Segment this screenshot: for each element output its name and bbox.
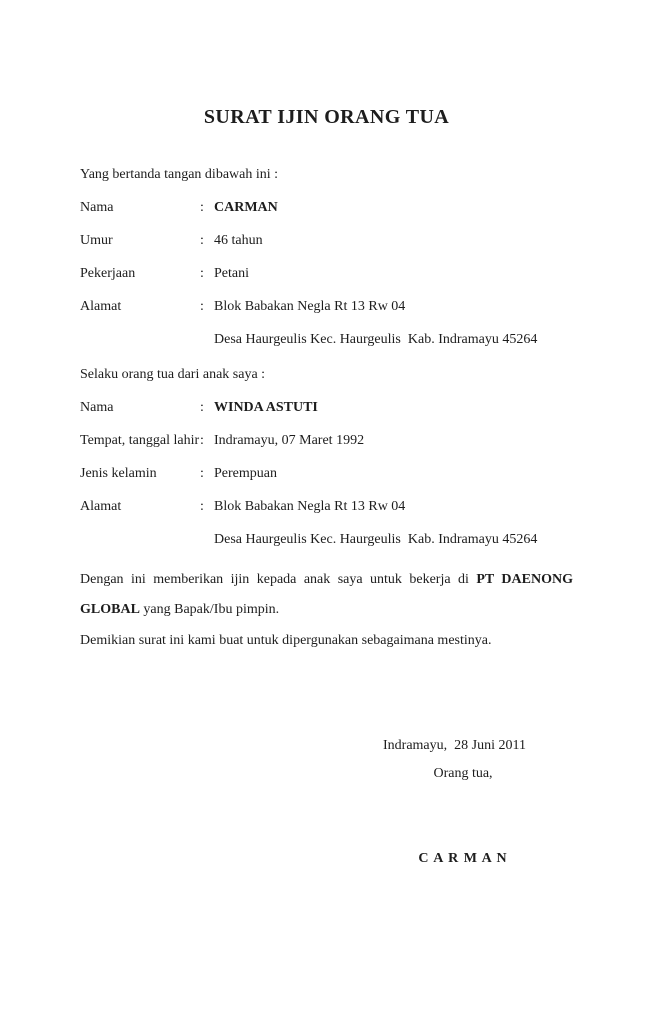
field-row-parent-alamat — [80, 297, 573, 317]
field-value: 46 tahun — [214, 233, 263, 248]
permission-paragraph — [80, 565, 573, 625]
field-separator: : — [200, 299, 204, 314]
signature-place-date: Indramayu, 28 Juni 2011 — [383, 738, 526, 753]
field-separator: : — [200, 466, 204, 481]
field-row-parent-pekerjaan — [80, 264, 573, 284]
parent-address-line2: Desa Haurgeulis Kec. Haurgeulis Kab. Indramayu 45264 — [214, 332, 538, 347]
field-row-parent-nama — [80, 198, 573, 218]
field-label: Jenis kelamin — [80, 466, 157, 481]
field-value: CARMAN — [214, 200, 278, 215]
signature-block — [383, 736, 543, 869]
field-label: Pekerjaan — [80, 266, 136, 281]
field-value: Petani — [214, 266, 249, 281]
field-label: Tempat, tanggal lahir — [80, 433, 200, 448]
letter-title: SURAT IJIN ORANG TUA — [203, 106, 450, 128]
field-value: Blok Babakan Negla Rt 13 Rw 04 — [214, 299, 406, 314]
field-separator: : — [200, 400, 204, 415]
field-value: Indramayu, 07 Maret 1992 — [214, 433, 365, 448]
field-row-child-alamat — [80, 497, 573, 517]
field-label: Nama — [80, 400, 114, 415]
field-value: Perempuan — [214, 466, 277, 481]
child-intro: Selaku orang tua dari anak saya : — [80, 367, 266, 382]
field-separator: : — [200, 433, 204, 448]
permission-text-suffix: yang Bapak/Ibu pimpin. — [139, 602, 280, 617]
child-address-line2: Desa Haurgeulis Kec. Haurgeulis Kab. Indramayu 45264 — [214, 532, 538, 547]
signature-role: Orang tua, — [433, 766, 493, 781]
field-label: Alamat — [80, 499, 122, 514]
field-value: WINDA ASTUTI — [214, 400, 318, 415]
field-row-parent-umur — [80, 231, 573, 251]
field-label: Umur — [80, 233, 113, 248]
permission-text-prefix: Dengan ini memberikan ijin kepada anak saya untuk bekerja di — [80, 572, 477, 587]
signature-name: C A R M A N — [418, 851, 508, 866]
field-row-child-jenis-kelamin — [80, 464, 573, 484]
field-row-child-nama — [80, 398, 573, 418]
field-label: Nama — [80, 200, 114, 215]
field-separator: : — [200, 233, 204, 248]
company-name: PT DAENONG GLOBAL — [80, 572, 573, 617]
field-separator: : — [200, 499, 204, 514]
field-separator: : — [200, 200, 204, 215]
field-label: Alamat — [80, 299, 122, 314]
field-separator: : — [200, 266, 204, 281]
field-row-child-ttl — [80, 431, 573, 451]
parent-intro: Yang bertanda tangan dibawah ini : — [80, 167, 279, 182]
field-value: Blok Babakan Negla Rt 13 Rw 04 — [214, 499, 406, 514]
closing-paragraph: Demikian surat ini kami buat untuk dipergunakan sebagaimana mestinya. — [80, 633, 492, 648]
